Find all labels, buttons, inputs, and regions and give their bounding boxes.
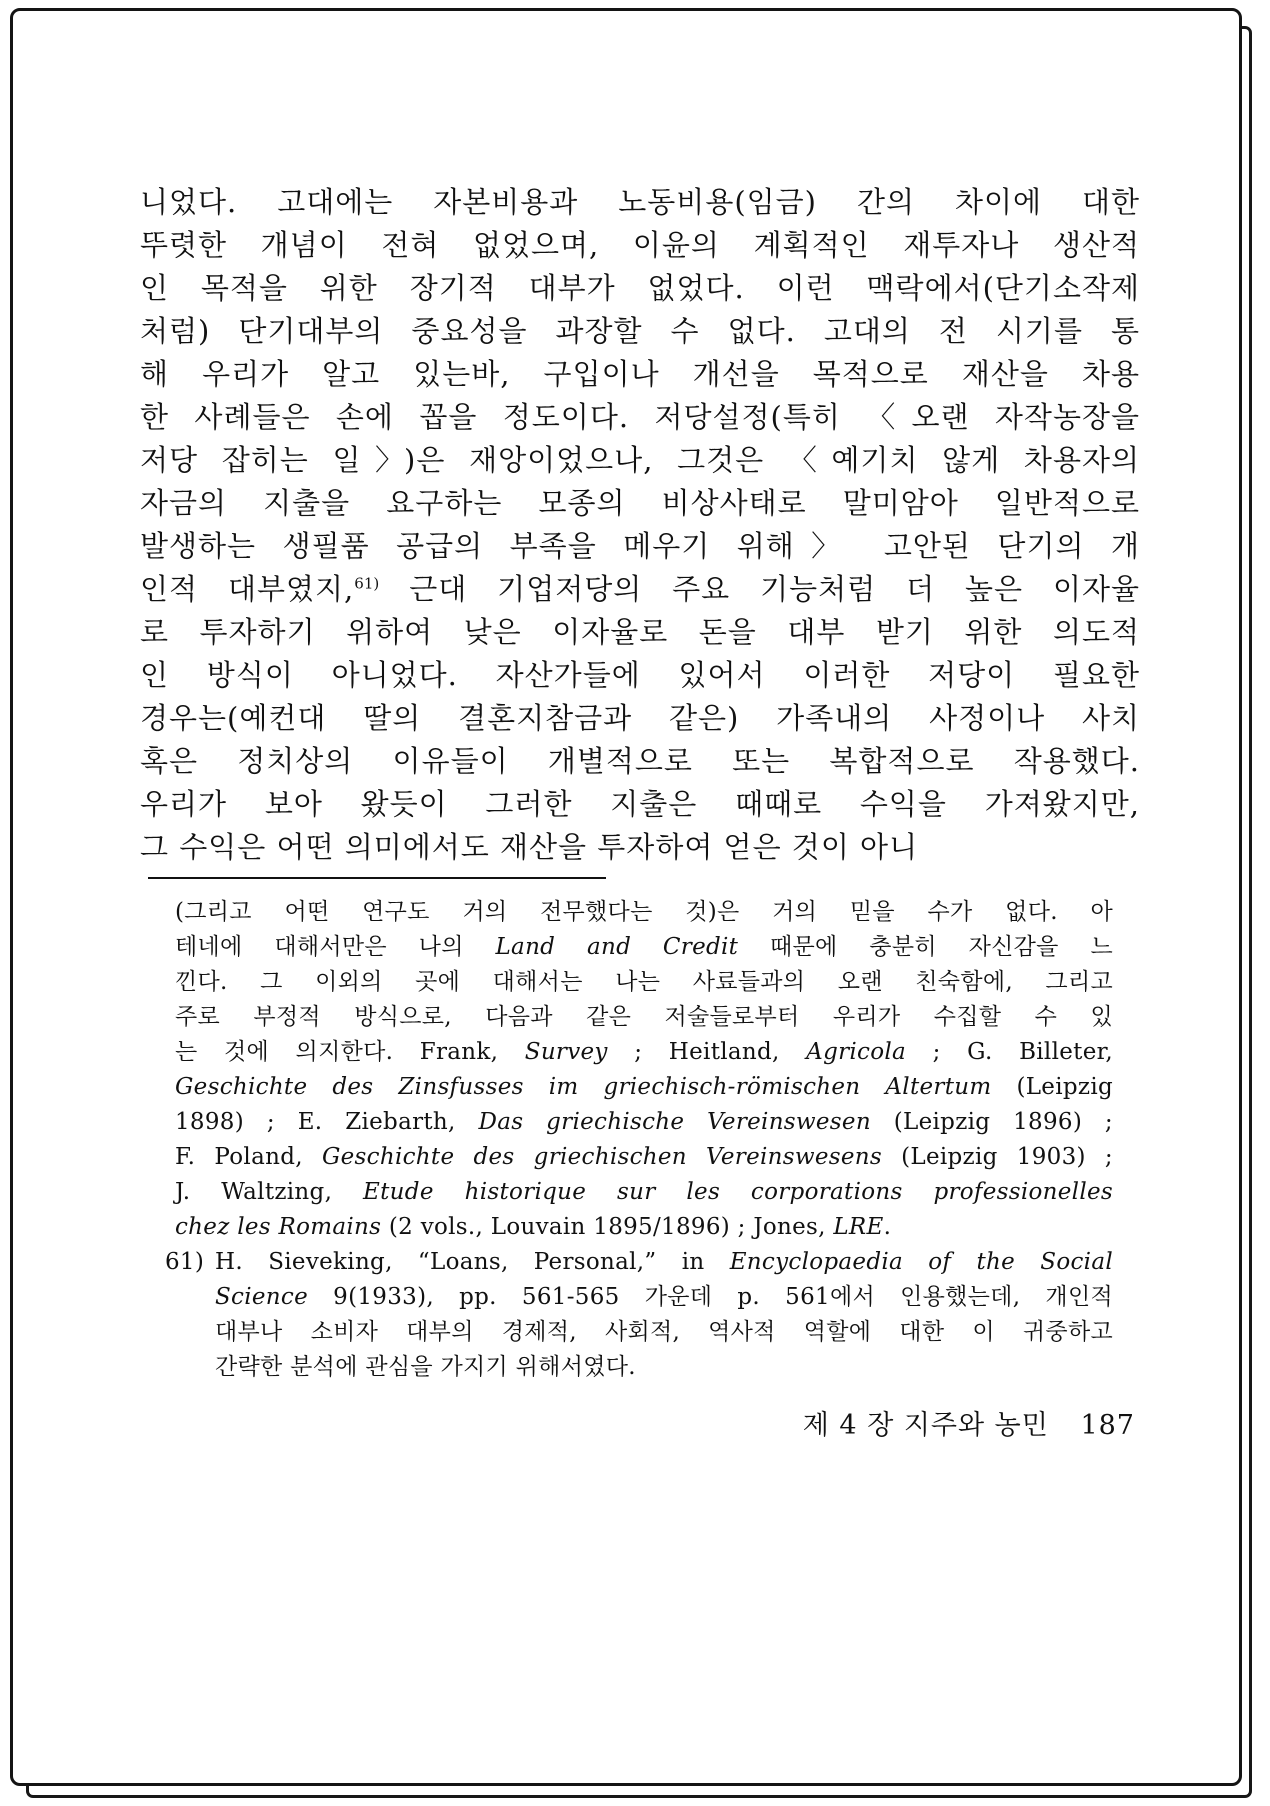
- text-line: [140, 568, 1140, 611]
- text-segment: (Leipzig 1903) ;: [881, 1144, 1113, 1170]
- chapter-title: 제 4 장 지주와 농민: [802, 1410, 1049, 1441]
- text-segment: Etude historique sur les corporations professionelles: [363, 1179, 1113, 1205]
- text-segment: Survey: [524, 1039, 608, 1065]
- text-segment: 인적 대부였지,: [140, 572, 355, 606]
- footnote-number: 61): [165, 1249, 205, 1275]
- text-segment: (Leipzig: [991, 1074, 1113, 1100]
- text-segment: 인 방식이 아니었다. 자산가들에 있어서 이러한 저당이 필요한: [140, 658, 1140, 692]
- text-line: [215, 1245, 1113, 1280]
- text-line: [140, 267, 1140, 310]
- text-line: [140, 224, 1140, 267]
- text-segment: 로 투자하기 위하여 낮은 이자율로 돈을 대부 받기 위한 의도적: [140, 615, 1140, 649]
- text-segment: 낀다. 그 이외의 곳에 대해서는 나는 사료들과의 오랜 친숙함에, 그리고: [175, 969, 1113, 995]
- text-line: [140, 310, 1140, 353]
- text-segment: 해 우리가 알고 있는바, 구입이나 개선을 목적으로 재산을 차용: [140, 357, 1140, 391]
- text-line: [140, 396, 1140, 439]
- text-line: [140, 525, 1140, 568]
- text-segment: Agricola: [806, 1039, 907, 1065]
- text-line: [140, 482, 1140, 525]
- text-segment: 테네에 대해서만은 나의: [175, 934, 496, 960]
- text-segment: Science: [215, 1284, 309, 1310]
- text-segment: 는 것에 의지한다. Frank,: [175, 1039, 525, 1065]
- text-segment: (2 vols., Louvain 1895/1896) ; Jones,: [381, 1214, 834, 1240]
- text-segment: ; Heitland,: [607, 1039, 807, 1065]
- text-segment: 때문에 충분히 자신감을 느: [738, 934, 1113, 960]
- text-line: [175, 965, 1113, 1000]
- text-segment: 처럼) 단기대부의 중요성을 과장할 수 없다. 고대의 전 시기를 통: [140, 314, 1140, 348]
- text-line: [140, 353, 1140, 396]
- text-line: [140, 611, 1140, 654]
- text-segment: LRE: [833, 1214, 884, 1240]
- text-segment: H. Sieveking, “Loans, Personal,” in: [215, 1249, 730, 1275]
- text-segment: 니었다. 고대에는 자본비용과 노동비용(임금) 간의 차이에 대한: [140, 185, 1140, 219]
- text-line: [140, 783, 1140, 826]
- text-line: [175, 930, 1113, 965]
- text-segment: 우리가 보아 왔듯이 그러한 지출은 때때로 수익을 가져왔지만,: [140, 787, 1140, 821]
- text-segment: Geschichte des Zinsfusses im griechisch-römischen Altertum: [175, 1074, 992, 1100]
- text-line: [140, 654, 1140, 697]
- text-segment: 인 목적을 위한 장기적 대부가 없었다. 이런 맥락에서(단기소작제: [140, 271, 1140, 305]
- text-segment: Land and Credit: [495, 934, 739, 960]
- footnote-continuation: [175, 895, 1113, 1245]
- text-segment: 혹은 정치상의 이유들이 개별적으로 또는 복합적으로 작용했다.: [140, 744, 1140, 778]
- page-number: 187: [1080, 1410, 1135, 1441]
- footnote-reference: 61): [354, 574, 380, 593]
- text-segment: J. Waltzing,: [175, 1179, 364, 1205]
- text-segment: .: [883, 1214, 892, 1240]
- footnotes-section: [165, 895, 1113, 1385]
- page-footer: [803, 1403, 1135, 1442]
- footnote-separator: [148, 877, 606, 879]
- text-segment: chez les Romains: [175, 1214, 382, 1240]
- text-line: [175, 1105, 1113, 1140]
- text-line: [175, 1000, 1113, 1035]
- text-line: [175, 1035, 1113, 1070]
- text-segment: (그리고 어떤 연구도 거의 전무했다는 것)은 거의 믿을 수가 없다. 아: [175, 899, 1113, 925]
- text-line: [215, 1280, 1113, 1315]
- text-line: [175, 1210, 1113, 1245]
- text-segment: F. Poland,: [175, 1144, 322, 1170]
- text-line: [215, 1315, 1113, 1350]
- text-line: [175, 895, 1113, 930]
- text-line: [175, 1175, 1113, 1210]
- text-segment: 근대 기업저당의 주요 기능처럼 더 높은 이자율: [379, 572, 1141, 606]
- text-segment: 발생하는 생필품 공급의 부족을 메우기 위해〉 고안된 단기의 개: [140, 529, 1140, 563]
- text-segment: Das griechische Vereinswesen: [478, 1109, 871, 1135]
- footnote-61-text: [215, 1245, 1113, 1385]
- text-line: [140, 740, 1140, 783]
- text-segment: 1898) ; E. Ziebarth,: [175, 1109, 479, 1135]
- text-segment: 대부나 소비자 대부의 경제적, 사회적, 역사적 역할에 대한 이 귀중하고: [215, 1319, 1113, 1345]
- body-text: [140, 181, 1140, 869]
- text-segment: Geschichte des griechischen Vereinswesens: [321, 1144, 882, 1170]
- text-segment: Encyclopaedia of the Social: [729, 1249, 1113, 1275]
- text-segment: 9(1933), pp. 561-565 가운데 p. 561에서 인용했는데, 개인적: [308, 1284, 1113, 1310]
- book-page: [10, 8, 1242, 1786]
- text-segment: 경우는(예컨대 딸의 결혼지참금과 같은) 가족내의 사정이나 사치: [140, 701, 1140, 735]
- text-segment: 자금의 지출을 요구하는 모종의 비상사태로 말미암아 일반적으로: [140, 486, 1140, 520]
- text-segment: (Leipzig 1896) ;: [870, 1109, 1113, 1135]
- text-segment: 간략한 분석에 관심을 가지기 위해서였다.: [215, 1354, 636, 1380]
- text-segment: 뚜렷한 개념이 전혀 없었으며, 이윤의 계획적인 재투자나 생산적: [140, 228, 1140, 262]
- text-segment: ; G. Billeter,: [906, 1039, 1113, 1065]
- text-segment: 그 수익은 어떤 의미에서도 재산을 투자하여 얻은 것이 아니: [140, 830, 919, 864]
- text-line: [175, 1140, 1113, 1175]
- text-line: [215, 1350, 1113, 1385]
- text-segment: 한 사례들은 손에 꼽을 정도이다. 저당설정(특히 〈오랜 자작농장을: [140, 400, 1140, 434]
- text-line: [140, 697, 1140, 740]
- text-line: [140, 181, 1140, 224]
- text-line: [175, 1070, 1113, 1105]
- text-line: [140, 826, 1140, 869]
- text-segment: 저당 잡히는 일〉)은 재앙이었으나, 그것은 〈예기치 않게 차용자의: [140, 443, 1140, 477]
- footnote-61: [165, 1245, 1113, 1385]
- text-segment: 주로 부정적 방식으로, 다음과 같은 저술들로부터 우리가 수집할 수 있: [175, 1004, 1113, 1030]
- text-line: [140, 439, 1140, 482]
